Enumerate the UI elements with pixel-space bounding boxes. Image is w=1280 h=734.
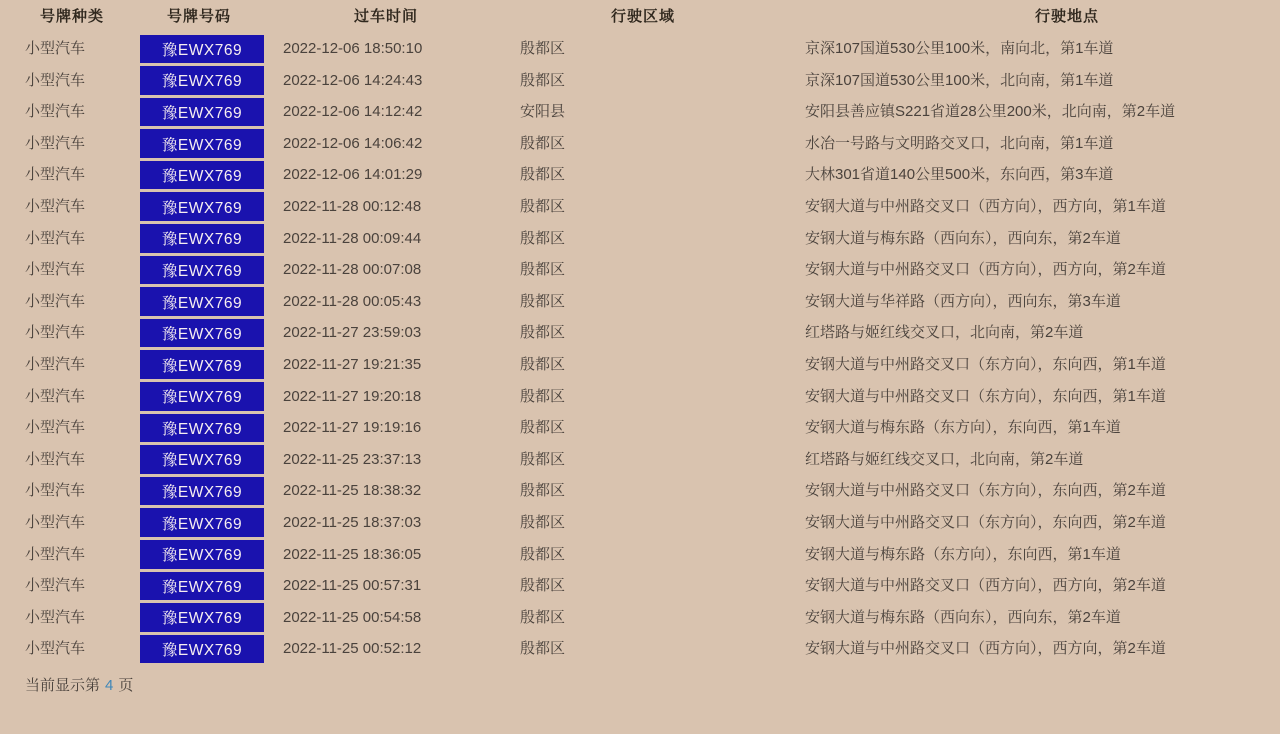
plate-type-cell: 小型汽车 — [25, 229, 86, 247]
plate-number-badge[interactable]: 豫EWX769 — [140, 635, 264, 664]
pass-time-cell: 2022-11-25 18:36:05 — [283, 545, 422, 563]
region-cell: 殷都区 — [520, 197, 566, 215]
plate-type-cell: 小型汽车 — [25, 103, 86, 121]
location-cell: 红塔路与姬红线交叉口，北向南，第2车道 — [805, 450, 1084, 468]
region-cell: 殷都区 — [520, 640, 566, 658]
table-row — [0, 254, 1280, 286]
plate-number-badge[interactable]: 豫EWX769 — [140, 98, 264, 127]
plate-number-badge[interactable]: 豫EWX769 — [140, 161, 264, 190]
pass-time-cell: 2022-12-06 14:01:29 — [283, 166, 423, 184]
location-cell: 红塔路与姬红线交叉口，北向南，第2车道 — [805, 324, 1084, 342]
location-cell: 安钢大道与中州路交叉口（西方向），西方向，第2车道 — [805, 261, 1166, 279]
plate-number-badge[interactable]: 豫EWX769 — [140, 572, 264, 601]
plate-type-cell: 小型汽车 — [25, 419, 86, 437]
plate-number-badge[interactable]: 豫EWX769 — [140, 414, 264, 443]
table-row — [0, 191, 1280, 223]
plate-number-badge[interactable]: 豫EWX769 — [140, 603, 264, 632]
pass-time-cell: 2022-11-27 19:21:35 — [283, 355, 422, 373]
plate-type-cell: 小型汽车 — [25, 40, 86, 57]
region-cell: 殷都区 — [520, 482, 566, 500]
current-page-number: 4 — [105, 677, 114, 694]
table-row — [0, 96, 1280, 128]
plate-type-cell: 小型汽车 — [25, 355, 86, 373]
plate-number-badge[interactable]: 豫EWX769 — [140, 382, 264, 411]
plate-type-cell: 小型汽车 — [25, 545, 86, 563]
region-cell: 殷都区 — [520, 71, 566, 89]
location-cell: 安钢大道与中州路交叉口（东方向），东向西，第2车道 — [805, 482, 1166, 500]
pass-time-cell: 2022-11-28 00:12:48 — [283, 197, 422, 215]
plate-number-badge[interactable]: 豫EWX769 — [140, 477, 264, 506]
plate-type-cell: 小型汽车 — [25, 577, 86, 595]
plate-type-cell: 小型汽车 — [25, 387, 86, 405]
plate-type-cell: 小型汽车 — [25, 166, 86, 184]
pass-time-cell: 2022-11-27 23:59:03 — [283, 324, 422, 342]
location-cell: 水冶一号路与文明路交叉口，北向南，第1车道 — [805, 134, 1114, 152]
location-cell: 安钢大道与中州路交叉口（东方向），东向西，第2车道 — [805, 513, 1166, 531]
plate-number-badge[interactable]: 豫EWX769 — [140, 129, 264, 158]
table-row — [0, 412, 1280, 444]
plate-type-cell: 小型汽车 — [25, 261, 86, 279]
region-cell: 殷都区 — [520, 40, 566, 57]
region-cell: 殷都区 — [520, 166, 566, 184]
pass-time-cell: 2022-11-28 00:09:44 — [283, 229, 422, 247]
plate-number-badge[interactable]: 豫EWX769 — [140, 540, 264, 569]
plate-number-badge[interactable]: 豫EWX769 — [140, 192, 264, 221]
header-plate-type: 号牌种类 — [40, 8, 105, 25]
pass-time-cell: 2022-11-25 00:52:12 — [283, 640, 422, 658]
table-row — [0, 128, 1280, 160]
pass-time-cell: 2022-11-28 00:05:43 — [283, 292, 422, 310]
plate-type-cell: 小型汽车 — [25, 450, 86, 468]
pass-time-cell: 2022-12-06 14:24:43 — [283, 71, 423, 89]
table-row — [0, 33, 1280, 65]
region-cell: 殷都区 — [520, 450, 566, 468]
table-body — [0, 33, 1280, 665]
plate-number-badge[interactable]: 豫EWX769 — [140, 350, 264, 379]
pass-time-cell: 2022-11-27 19:20:18 — [283, 387, 422, 405]
region-cell: 殷都区 — [520, 419, 566, 437]
table-row — [0, 539, 1280, 571]
region-cell: 殷都区 — [520, 577, 566, 595]
pass-time-cell: 2022-12-06 14:06:42 — [283, 134, 423, 152]
region-cell: 殷都区 — [520, 387, 566, 405]
plate-number-badge[interactable]: 豫EWX769 — [140, 256, 264, 285]
table-row — [0, 507, 1280, 539]
table-row — [0, 381, 1280, 413]
location-cell: 京深107国道530公里100米，北向南，第1车道 — [805, 71, 1114, 89]
region-cell: 殷都区 — [520, 513, 566, 531]
pagination-status — [25, 677, 133, 695]
pass-time-cell: 2022-12-06 14:12:42 — [283, 103, 423, 121]
plate-type-cell: 小型汽车 — [25, 324, 86, 342]
region-cell: 殷都区 — [520, 134, 566, 152]
plate-number-badge[interactable]: 豫EWX769 — [140, 224, 264, 253]
plate-number-badge[interactable]: 豫EWX769 — [140, 319, 264, 348]
header-pass-time: 过车时间 — [354, 8, 419, 25]
location-cell: 大林301省道140公里500米，东向西，第3车道 — [805, 166, 1114, 184]
header-location: 行驶地点 — [1035, 8, 1100, 25]
plate-number-badge[interactable]: 豫EWX769 — [140, 508, 264, 537]
plate-type-cell: 小型汽车 — [25, 608, 86, 626]
table-row — [0, 475, 1280, 507]
region-cell: 殷都区 — [520, 355, 566, 373]
table-row — [0, 65, 1280, 97]
table-row — [0, 633, 1280, 665]
pass-time-cell: 2022-11-25 00:57:31 — [283, 577, 422, 595]
region-cell: 殷都区 — [520, 229, 566, 247]
plate-number-badge[interactable]: 豫EWX769 — [140, 35, 264, 64]
location-cell: 安钢大道与中州路交叉口（东方向），东向西，第1车道 — [805, 355, 1166, 373]
table-row — [0, 602, 1280, 634]
location-cell: 安钢大道与梅东路（东方向），东向西，第1车道 — [805, 419, 1121, 437]
location-cell: 安钢大道与中州路交叉口（西方向），西方向，第2车道 — [805, 577, 1166, 595]
location-cell: 安钢大道与梅东路（东方向），东向西，第1车道 — [805, 545, 1121, 563]
pass-time-cell: 2022-11-25 23:37:13 — [283, 450, 422, 468]
table-header-row — [0, 6, 1280, 28]
table-row — [0, 286, 1280, 318]
region-cell: 殷都区 — [520, 261, 566, 279]
pass-time-cell: 2022-11-25 18:37:03 — [283, 513, 422, 531]
plate-type-cell: 小型汽车 — [25, 134, 86, 152]
plate-type-cell: 小型汽车 — [25, 197, 86, 215]
region-cell: 殷都区 — [520, 292, 566, 310]
plate-type-cell: 小型汽车 — [25, 71, 86, 89]
region-cell: 殷都区 — [520, 608, 566, 626]
plate-type-cell: 小型汽车 — [25, 640, 86, 658]
location-cell: 安钢大道与中州路交叉口（西方向），西方向，第1车道 — [805, 197, 1166, 215]
location-cell: 安钢大道与梅东路（西向东），西向东，第2车道 — [805, 229, 1121, 247]
table-row — [0, 444, 1280, 476]
header-plate-number: 号牌号码 — [167, 8, 232, 25]
plate-type-cell: 小型汽车 — [25, 292, 86, 310]
plate-number-badge[interactable]: 豫EWX769 — [140, 445, 264, 474]
location-cell: 安钢大道与梅东路（西向东），西向东，第2车道 — [805, 608, 1121, 626]
region-cell: 殷都区 — [520, 545, 566, 563]
header-region: 行驶区域 — [611, 8, 676, 25]
table-row — [0, 159, 1280, 191]
pass-time-cell: 2022-11-25 00:54:58 — [283, 608, 422, 626]
pass-time-cell: 2022-12-06 18:50:10 — [283, 40, 423, 57]
region-cell: 殷都区 — [520, 324, 566, 342]
table-row — [0, 349, 1280, 381]
table-row — [0, 223, 1280, 255]
pass-time-cell: 2022-11-28 00:07:08 — [283, 261, 422, 279]
location-cell: 安钢大道与中州路交叉口（东方向），东向西，第1车道 — [805, 387, 1166, 405]
plate-type-cell: 小型汽车 — [25, 513, 86, 531]
table-row — [0, 570, 1280, 602]
location-cell: 安钢大道与中州路交叉口（西方向），西方向，第2车道 — [805, 640, 1166, 658]
location-cell: 安钢大道与华祥路（西方向），西向东，第3车道 — [805, 292, 1121, 310]
plate-number-badge[interactable]: 豫EWX769 — [140, 287, 264, 316]
pass-time-cell: 2022-11-25 18:38:32 — [283, 482, 422, 500]
location-cell: 京深107国道530公里100米，南向北，第1车道 — [805, 40, 1114, 57]
plate-type-cell: 小型汽车 — [25, 482, 86, 500]
location-cell: 安阳县善应镇S221省道28公里200米，北向南，第2车道 — [805, 103, 1176, 121]
plate-number-badge[interactable]: 豫EWX769 — [140, 66, 264, 95]
region-cell: 安阳县 — [520, 103, 566, 121]
pagination-prefix: 当前显示第 — [25, 677, 101, 694]
pagination-suffix: 页 — [118, 677, 134, 694]
table-row — [0, 317, 1280, 349]
pass-time-cell: 2022-11-27 19:19:16 — [283, 419, 422, 437]
